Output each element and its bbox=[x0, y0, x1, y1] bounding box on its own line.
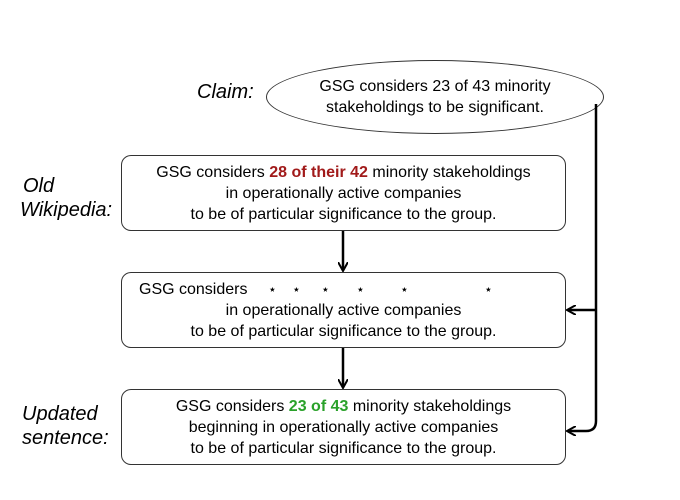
mask-star-5: ⋆ bbox=[400, 280, 409, 297]
mask-star-3: ⋆ bbox=[321, 280, 330, 297]
old-line3: to be of particular significance to the group. bbox=[190, 205, 497, 223]
claim-line2: stakeholdings to be significant. bbox=[326, 99, 544, 116]
mask-star-4: ⋆ bbox=[356, 280, 365, 297]
old-label-line2: Wikipedia: bbox=[20, 199, 113, 221]
updated-line2: beginning in operationally active companies bbox=[188, 418, 499, 436]
updated-line3: to be of particular significance to the group. bbox=[190, 439, 497, 457]
updated-label-line2: sentence: bbox=[22, 427, 109, 449]
masked-line2: in operationally active companies bbox=[225, 301, 462, 319]
mask-star-6: ⋆ bbox=[484, 280, 493, 297]
old-line1-suffix: minority stakeholdings bbox=[367, 163, 531, 181]
mask-star-2: ⋆ bbox=[292, 280, 301, 297]
old-changed-numbers: 28 of their 42 bbox=[269, 163, 368, 181]
claim-label: Claim: bbox=[197, 81, 254, 103]
updated-corrected-numbers: 23 of 43 bbox=[288, 397, 349, 415]
updated-line1-suffix: minority stakeholdings bbox=[348, 397, 512, 415]
mask-star-1: ⋆ bbox=[268, 280, 277, 297]
old-label-line1: Old bbox=[23, 175, 55, 197]
old-line2: in operationally active companies bbox=[225, 184, 462, 202]
updated-label-line1: Updated bbox=[22, 403, 98, 425]
claim-connector-line bbox=[568, 104, 596, 431]
masked-line3: to be of particular significance to the group. bbox=[190, 322, 497, 340]
updated-line1-prefix: GSG considers bbox=[175, 397, 289, 415]
masked-line1-prefix: GSG considers bbox=[139, 280, 248, 298]
old-line1-prefix: GSG considers bbox=[156, 163, 270, 181]
claim-line1: GSG considers 23 of 43 minority bbox=[319, 78, 551, 95]
